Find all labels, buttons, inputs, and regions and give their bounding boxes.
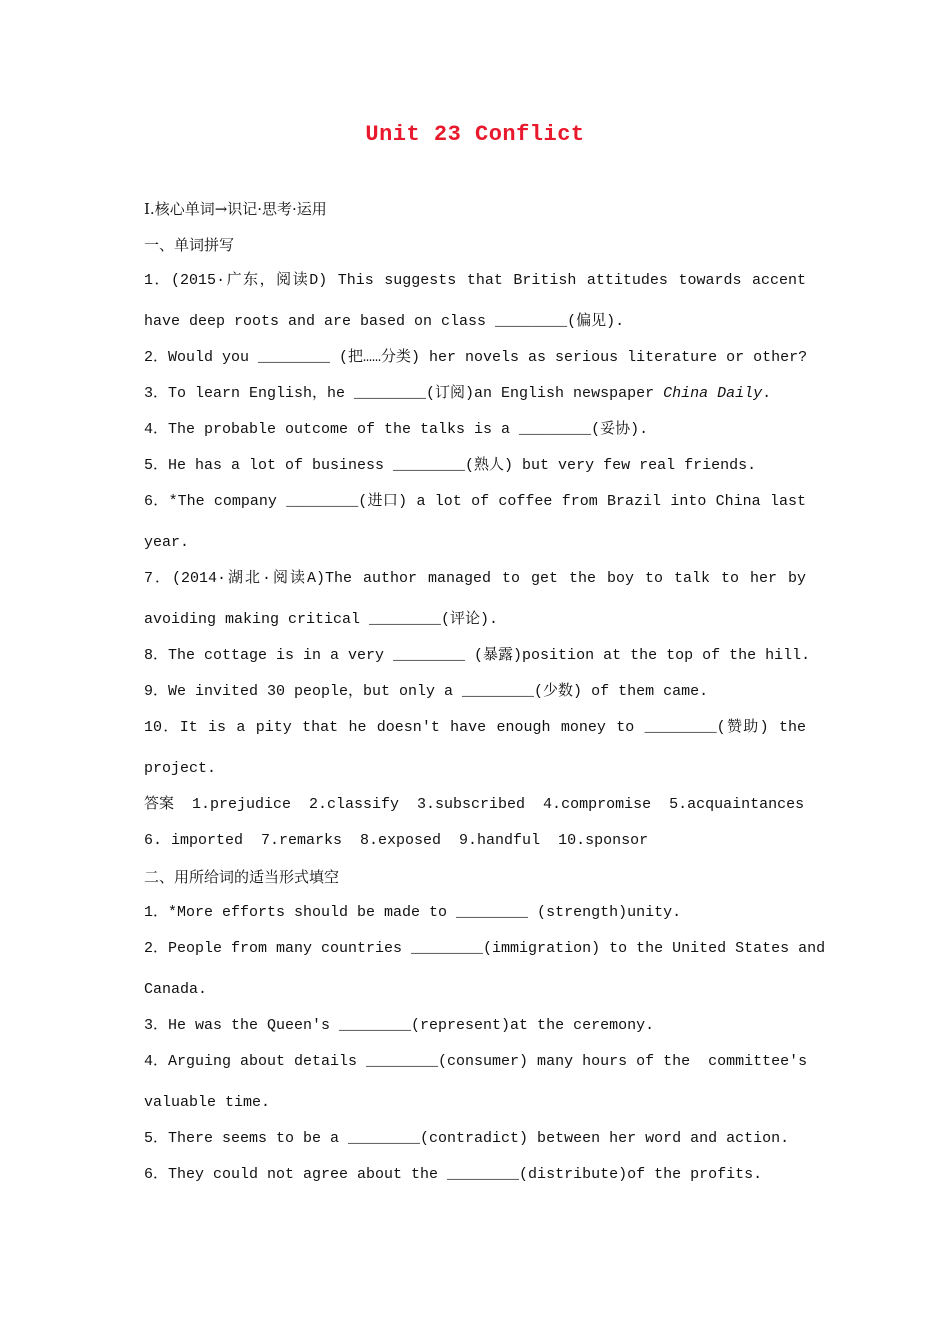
fill-question-4-line-2: valuable time. [144,1094,271,1111]
question-7-line-1: 7．(2014·湖北·阅读A)The author managed to get the boy to talk to her by [144,570,806,587]
fill-question-5: 5．There seems to be a ________(contradict) between her word and action. [144,1130,790,1147]
question-7-line-2: avoiding making critical ________(评论). [144,611,499,628]
question-1-line-1: 1．(2015·广东，阅读D) This suggests that British attitudes towards accent [144,272,806,289]
question-6-line-1: 6．*The company ________(进口) a lot of coffee from Brazil into China last [144,493,806,510]
question-9: 9．We invited 30 people，but only a ________(少数) of them came. [144,683,709,700]
fill-question-4-line-1: 4．Arguing about details ________(consumer) many hours of the committee's [144,1053,808,1070]
question-2: 2．Would you ________ (把……分类) her novels as serious literature or other? [144,349,808,366]
page-title: Unit 23 Conflict [365,122,585,147]
fill-question-2-line-2: Canada. [144,981,208,998]
question-3-text: 3．To learn English，he ________(订阅)an English newspaper [144,385,664,402]
question-3-end: . [762,385,772,402]
question-3 [144,384,806,404]
part2-heading: 二、用所给词的适当形式填空 [144,868,340,886]
question-1-line-2: have deep roots and are based on class ________(偏见). [144,313,625,330]
fill-question-1: 1．*More efforts should be made to ________ (strength)unity. [144,904,682,921]
fill-question-2-line-1: 2．People from many countries ________(immigration) to the United States and [144,940,826,957]
question-4: 4．The probable outcome of the talks is a ________(妥协). [144,421,649,438]
fill-question-3: 3．He was the Queen's ________(represent)at the ceremony. [144,1017,655,1034]
part1-heading: 一、单词拼写 [144,236,235,254]
question-5: 5．He has a lot of business ________(熟人) but very few real friends. [144,457,757,474]
question-3-newspaper-name: China Daily [663,385,763,402]
fill-question-6: 6．They could not agree about the ________(distribute)of the profits. [144,1166,763,1183]
section-heading-core-words: Ⅰ.核心单词→识记·思考·运用 [144,200,327,218]
question-8: 8．The cottage is in a very ________ (暴露)position at the top of the hill. [144,647,811,664]
question-10-line-2: project. [144,760,217,777]
question-6-line-2: year. [144,534,190,551]
answers-line-2: 6. imported 7.remarks 8.exposed 9.handful 10.sponsor [144,832,649,849]
answers-line-1: 答案 1.prejudice 2.classify 3.subscribed 4.compromise 5.acquaintances [144,796,805,813]
question-10-line-1: 10．It is a pity that he doesn't have enough money to ________(赞助) the [144,719,806,736]
